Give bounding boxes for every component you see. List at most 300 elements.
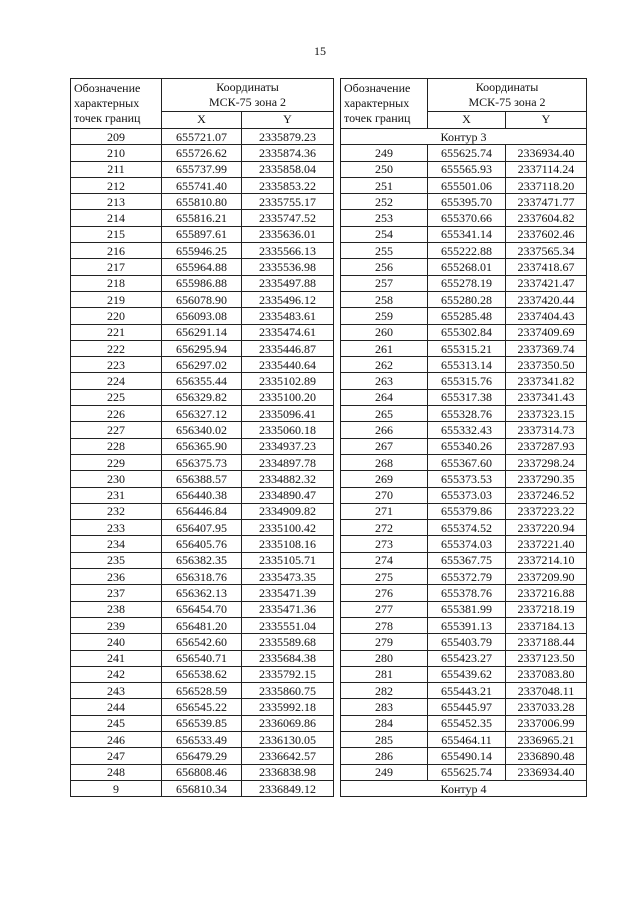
- coord-x: 655332.43: [428, 422, 506, 438]
- table-row: [341, 145, 587, 161]
- table-row: [341, 357, 587, 373]
- coord-y: 2335853.22: [242, 177, 334, 193]
- point-number: 215: [71, 226, 162, 242]
- coord-y: 2337323.15: [506, 406, 587, 422]
- coord-x: 656382.35: [162, 552, 242, 568]
- point-number: 256: [341, 259, 428, 275]
- coord-y: 2336130.05: [242, 731, 334, 747]
- coord-y: 2336069.86: [242, 715, 334, 731]
- coord-x: 655737.99: [162, 161, 242, 177]
- table-row: [71, 389, 334, 405]
- header-x: X: [162, 111, 242, 128]
- point-number: 285: [341, 731, 428, 747]
- table-row: [71, 291, 334, 307]
- table-row: [341, 650, 587, 666]
- point-number: 221: [71, 324, 162, 340]
- coord-x: 656297.02: [162, 357, 242, 373]
- coord-x: 656375.73: [162, 454, 242, 470]
- coord-x: 656808.46: [162, 764, 242, 780]
- coord-y: 2335755.17: [242, 194, 334, 210]
- point-number: 230: [71, 471, 162, 487]
- coord-x: 656405.76: [162, 536, 242, 552]
- coord-y: 2337214.10: [506, 552, 587, 568]
- coord-y: 2335440.64: [242, 357, 334, 373]
- coord-y: 2335497.88: [242, 275, 334, 291]
- coord-x: 655378.76: [428, 585, 506, 601]
- table-row: [341, 308, 587, 324]
- table-row: [71, 780, 334, 796]
- coord-x: 656340.02: [162, 422, 242, 438]
- coord-x: 655423.27: [428, 650, 506, 666]
- point-number: 212: [71, 177, 162, 193]
- coord-x: 655445.97: [428, 699, 506, 715]
- point-number: 252: [341, 194, 428, 210]
- table-row: [71, 129, 334, 145]
- coord-x: 655328.76: [428, 406, 506, 422]
- coord-x: 655315.21: [428, 340, 506, 356]
- coord-x: 656318.76: [162, 569, 242, 585]
- coord-x: 656440.38: [162, 487, 242, 503]
- coord-x: 655280.28: [428, 291, 506, 307]
- table-row: [341, 422, 587, 438]
- coord-x: 655403.79: [428, 634, 506, 650]
- table-row: [341, 373, 587, 389]
- coord-x: 656362.13: [162, 585, 242, 601]
- point-number: 268: [341, 454, 428, 470]
- coord-x: 655367.75: [428, 552, 506, 568]
- coord-y: 2335536.98: [242, 259, 334, 275]
- table-row: [341, 731, 587, 747]
- table-row: [341, 552, 587, 568]
- coord-y: 2335471.39: [242, 585, 334, 601]
- coord-x: 655372.79: [428, 569, 506, 585]
- coord-x: 656540.71: [162, 650, 242, 666]
- header-x: X: [428, 111, 506, 128]
- header-coordinates-system: МСК-75 зона 2: [208, 94, 287, 109]
- coord-y: 2335860.75: [242, 683, 334, 699]
- coord-y: 2337287.93: [506, 438, 587, 454]
- table-row: [71, 617, 334, 633]
- table-row: [341, 291, 587, 307]
- point-number: 240: [71, 634, 162, 650]
- coord-y: 2335473.35: [242, 569, 334, 585]
- table-row: [341, 634, 587, 650]
- section-label-contour-4: Контур 4: [341, 780, 587, 796]
- coord-y: 2337218.19: [506, 601, 587, 617]
- coord-y: 2335684.38: [242, 650, 334, 666]
- point-number: 238: [71, 601, 162, 617]
- table-row: [71, 634, 334, 650]
- coord-x: 655565.93: [428, 161, 506, 177]
- coord-x: 656454.70: [162, 601, 242, 617]
- header-point-name: Обозначение характерных точек границ: [71, 79, 162, 129]
- point-number: 218: [71, 275, 162, 291]
- coord-x: 656407.95: [162, 520, 242, 536]
- table-row: [71, 503, 334, 519]
- coord-y: 2335992.18: [242, 699, 334, 715]
- table-row: [71, 308, 334, 324]
- coord-x: 655625.74: [428, 145, 506, 161]
- table-row: [341, 406, 587, 422]
- point-number: 264: [341, 389, 428, 405]
- point-number: 275: [341, 569, 428, 585]
- coord-y: 2334890.47: [242, 487, 334, 503]
- point-number: 241: [71, 650, 162, 666]
- coord-y: 2335566.13: [242, 243, 334, 259]
- point-number: 211: [71, 161, 162, 177]
- table-row: [341, 764, 587, 780]
- point-number: 245: [71, 715, 162, 731]
- coord-y: 2336849.12: [242, 780, 334, 796]
- point-number: 213: [71, 194, 162, 210]
- table-row: [341, 487, 587, 503]
- coord-y: 2335496.12: [242, 291, 334, 307]
- point-number: 209: [71, 129, 162, 145]
- coord-x: 655370.66: [428, 210, 506, 226]
- point-number: 217: [71, 259, 162, 275]
- coord-x: 655313.14: [428, 357, 506, 373]
- coord-y: 2335471.36: [242, 601, 334, 617]
- coord-x: 656810.34: [162, 780, 242, 796]
- table-row: [71, 194, 334, 210]
- point-number: 278: [341, 617, 428, 633]
- table-row: [71, 666, 334, 682]
- coord-y: 2337369.74: [506, 340, 587, 356]
- section-row: [341, 129, 587, 145]
- coord-y: 2337123.50: [506, 650, 587, 666]
- coord-y: 2336838.98: [242, 764, 334, 780]
- coord-x: 656539.85: [162, 715, 242, 731]
- coord-x: 655625.74: [428, 764, 506, 780]
- table-row: [341, 243, 587, 259]
- coord-y: 2337006.99: [506, 715, 587, 731]
- point-number: 210: [71, 145, 162, 161]
- coord-y: 2335551.04: [242, 617, 334, 633]
- table-row: [71, 601, 334, 617]
- coord-x: 656481.20: [162, 617, 242, 633]
- coord-x: 656528.59: [162, 683, 242, 699]
- coord-y: 2334937.23: [242, 438, 334, 454]
- point-number: 276: [341, 585, 428, 601]
- point-number: 225: [71, 389, 162, 405]
- point-number: 262: [341, 357, 428, 373]
- table-row: [71, 454, 334, 470]
- coord-y: 2337298.24: [506, 454, 587, 470]
- point-number: 277: [341, 601, 428, 617]
- point-number: 259: [341, 308, 428, 324]
- coord-y: 2337404.43: [506, 308, 587, 324]
- point-number: 227: [71, 422, 162, 438]
- coord-x: 655501.06: [428, 177, 506, 193]
- header-coordinates-system: МСК-75 зона 2: [468, 94, 546, 109]
- point-number: 280: [341, 650, 428, 666]
- table-row: [341, 194, 587, 210]
- table-row: [71, 177, 334, 193]
- table-row: [341, 536, 587, 552]
- table-row: [71, 552, 334, 568]
- table-row: [71, 406, 334, 422]
- coord-y: 2335792.15: [242, 666, 334, 682]
- coord-y: 2337409.69: [506, 324, 587, 340]
- coord-x: 655810.80: [162, 194, 242, 210]
- header-coordinates-title: Координаты: [475, 79, 539, 94]
- coord-x: 656295.94: [162, 340, 242, 356]
- coord-y: 2335105.71: [242, 552, 334, 568]
- coord-y: 2334882.32: [242, 471, 334, 487]
- point-number: 222: [71, 340, 162, 356]
- coord-y: 2335060.18: [242, 422, 334, 438]
- coord-y: 2335483.61: [242, 308, 334, 324]
- point-number: 220: [71, 308, 162, 324]
- point-number: 235: [71, 552, 162, 568]
- coord-y: 2337118.20: [506, 177, 587, 193]
- header-y: Y: [242, 111, 334, 128]
- coord-y: 2337033.28: [506, 699, 587, 715]
- coord-y: 2337223.22: [506, 503, 587, 519]
- point-number: 214: [71, 210, 162, 226]
- coord-y: 2337188.44: [506, 634, 587, 650]
- coord-y: 2337420.44: [506, 291, 587, 307]
- coord-y: 2336934.40: [506, 764, 587, 780]
- point-number: 282: [341, 683, 428, 699]
- coord-y: 2334909.82: [242, 503, 334, 519]
- coord-x: 655285.48: [428, 308, 506, 324]
- table-row: [341, 226, 587, 242]
- point-number: 232: [71, 503, 162, 519]
- coord-x: 656291.14: [162, 324, 242, 340]
- point-number: 260: [341, 324, 428, 340]
- coord-x: 655395.70: [428, 194, 506, 210]
- coord-x: 655302.84: [428, 324, 506, 340]
- coord-y: 2335636.01: [242, 226, 334, 242]
- header-y: Y: [506, 111, 587, 128]
- coord-y: 2336965.21: [506, 731, 587, 747]
- coord-x: 656533.49: [162, 731, 242, 747]
- table-row: [71, 243, 334, 259]
- table-row: [71, 748, 334, 764]
- point-number: 273: [341, 536, 428, 552]
- point-number: 267: [341, 438, 428, 454]
- table-row: [341, 324, 587, 340]
- point-number: 237: [71, 585, 162, 601]
- table-row: [71, 536, 334, 552]
- table-row: [341, 520, 587, 536]
- coord-y: 2337314.73: [506, 422, 587, 438]
- point-number: 223: [71, 357, 162, 373]
- coord-x: 655391.13: [428, 617, 506, 633]
- coord-y: 2336890.48: [506, 748, 587, 764]
- coord-x: 656078.90: [162, 291, 242, 307]
- coord-x: 655278.19: [428, 275, 506, 291]
- coord-y: 2335879.23: [242, 129, 334, 145]
- coord-y: 2337209.90: [506, 569, 587, 585]
- table-row: [71, 585, 334, 601]
- point-number: 234: [71, 536, 162, 552]
- coord-x: 655381.99: [428, 601, 506, 617]
- section-label-contour-3: Контур 3: [341, 129, 587, 145]
- coord-y: 2337290.35: [506, 471, 587, 487]
- point-number: 244: [71, 699, 162, 715]
- table-row: [71, 373, 334, 389]
- coordinates-table-left: [70, 78, 334, 797]
- table-row: [71, 699, 334, 715]
- coord-y: 2337184.13: [506, 617, 587, 633]
- table-row: [341, 748, 587, 764]
- point-number: 242: [71, 666, 162, 682]
- point-number: 254: [341, 226, 428, 242]
- table-row: [71, 764, 334, 780]
- point-number: 249: [341, 145, 428, 161]
- page-number: 15: [314, 44, 326, 58]
- coord-y: 2337216.88: [506, 585, 587, 601]
- table-row: [341, 389, 587, 405]
- coord-x: 655373.03: [428, 487, 506, 503]
- table-row: [71, 145, 334, 161]
- table-row: [341, 569, 587, 585]
- point-number: 250: [341, 161, 428, 177]
- table-row: [341, 683, 587, 699]
- table-row: [341, 161, 587, 177]
- table-row: [71, 259, 334, 275]
- coord-x: 656446.84: [162, 503, 242, 519]
- point-number: 246: [71, 731, 162, 747]
- table-row: [341, 666, 587, 682]
- coord-y: 2337114.24: [506, 161, 587, 177]
- coord-x: 655490.14: [428, 748, 506, 764]
- table-row: [71, 340, 334, 356]
- table-row: [341, 699, 587, 715]
- coord-y: 2335096.41: [242, 406, 334, 422]
- coord-y: 2335589.68: [242, 634, 334, 650]
- coord-y: 2335874.36: [242, 145, 334, 161]
- coord-y: 2337418.67: [506, 259, 587, 275]
- coord-y: 2335474.61: [242, 324, 334, 340]
- point-number: 271: [341, 503, 428, 519]
- table-row: [71, 275, 334, 291]
- coord-y: 2337341.82: [506, 373, 587, 389]
- coord-x: 655374.52: [428, 520, 506, 536]
- header-coordinates-title: Координаты: [216, 79, 279, 94]
- table-row: [71, 226, 334, 242]
- point-number: 266: [341, 422, 428, 438]
- table-row: [341, 340, 587, 356]
- coord-y: 2334897.78: [242, 454, 334, 470]
- point-number: 224: [71, 373, 162, 389]
- point-number: 258: [341, 291, 428, 307]
- point-number: 243: [71, 683, 162, 699]
- point-number: 233: [71, 520, 162, 536]
- coord-y: 2337341.43: [506, 389, 587, 405]
- table-row: [71, 683, 334, 699]
- coord-y: 2335100.42: [242, 520, 334, 536]
- coord-y: 2337565.34: [506, 243, 587, 259]
- coord-x: 656479.29: [162, 748, 242, 764]
- table-row: [341, 585, 587, 601]
- header-coordinates: [162, 79, 334, 112]
- coord-x: 655721.07: [162, 129, 242, 145]
- table-row: [71, 422, 334, 438]
- point-number: 263: [341, 373, 428, 389]
- table-row: [341, 471, 587, 487]
- point-number: 269: [341, 471, 428, 487]
- coord-x: 655816.21: [162, 210, 242, 226]
- coord-y: 2335108.16: [242, 536, 334, 552]
- point-number: 229: [71, 454, 162, 470]
- point-number: 226: [71, 406, 162, 422]
- point-number: 219: [71, 291, 162, 307]
- table-row: [341, 454, 587, 470]
- point-number: 272: [341, 520, 428, 536]
- table-row: [71, 438, 334, 454]
- table-row: [341, 177, 587, 193]
- point-number: 279: [341, 634, 428, 650]
- coord-x: 656329.82: [162, 389, 242, 405]
- point-number: 251: [341, 177, 428, 193]
- coord-y: 2337421.47: [506, 275, 587, 291]
- coord-x: 655741.40: [162, 177, 242, 193]
- table-row: [71, 161, 334, 177]
- table-row: [71, 210, 334, 226]
- table-row: [71, 357, 334, 373]
- coord-x: 656355.44: [162, 373, 242, 389]
- coord-y: 2337220.94: [506, 520, 587, 536]
- point-number: 239: [71, 617, 162, 633]
- coord-x: 656388.57: [162, 471, 242, 487]
- table-row: [71, 715, 334, 731]
- coord-y: 2337083.80: [506, 666, 587, 682]
- point-number: 253: [341, 210, 428, 226]
- table-row: [341, 601, 587, 617]
- table-row: [71, 650, 334, 666]
- point-number: 236: [71, 569, 162, 585]
- table-row: [341, 210, 587, 226]
- coord-y: 2335446.87: [242, 340, 334, 356]
- coord-x: 655367.60: [428, 454, 506, 470]
- header-coordinates: [428, 79, 587, 112]
- point-number: 270: [341, 487, 428, 503]
- point-number: 248: [71, 764, 162, 780]
- coord-y: 2336642.57: [242, 748, 334, 764]
- coord-x: 655374.03: [428, 536, 506, 552]
- point-number: 231: [71, 487, 162, 503]
- coord-y: 2335102.89: [242, 373, 334, 389]
- point-number: 257: [341, 275, 428, 291]
- table-row: [71, 487, 334, 503]
- header-point-name: Обозначение характерных точек границ: [341, 79, 428, 129]
- coord-x: 655443.21: [428, 683, 506, 699]
- point-number: 247: [71, 748, 162, 764]
- coord-y: 2335858.04: [242, 161, 334, 177]
- coord-y: 2335100.20: [242, 389, 334, 405]
- table-row: [71, 731, 334, 747]
- section-row: [341, 780, 587, 796]
- coord-x: 655452.35: [428, 715, 506, 731]
- point-number: 274: [341, 552, 428, 568]
- coord-y: 2337221.40: [506, 536, 587, 552]
- coord-y: 2337350.50: [506, 357, 587, 373]
- coord-x: 655464.11: [428, 731, 506, 747]
- point-number: 228: [71, 438, 162, 454]
- point-number: 249: [341, 764, 428, 780]
- point-number: 286: [341, 748, 428, 764]
- point-number: 281: [341, 666, 428, 682]
- table-row: [71, 520, 334, 536]
- point-number: 283: [341, 699, 428, 715]
- coord-x: 656365.90: [162, 438, 242, 454]
- table-row: [341, 715, 587, 731]
- coordinates-table-right: [340, 78, 587, 797]
- table-row: [71, 324, 334, 340]
